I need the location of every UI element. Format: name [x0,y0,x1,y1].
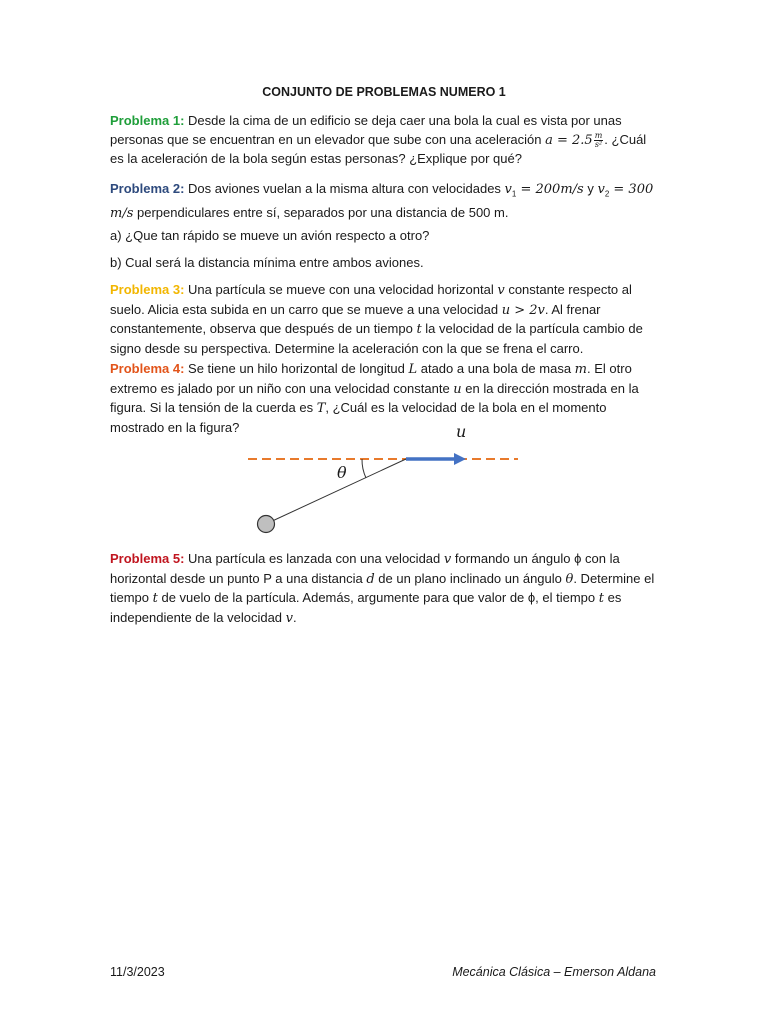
problem-2-v1: v [504,182,512,197]
problem-4-math-m: m [574,362,587,377]
problem-5-text-a: Una partícula es lanzada con una velocidad [184,551,444,566]
problem-2-text-b: y [583,181,598,196]
problem-3-math-u: u > 2v [501,302,545,318]
problem-3-text-a: Una partícula se mueve con una velocidad horizontal [184,282,498,297]
problem-5-text-c: de un plano inclinado un ángulo [374,570,566,586]
problem-4-text-e: , ¿Cuál es la velocidad de la bola en el momento mostrado en la figura? [110,400,607,435]
problem-4-text-c: . El otro extremo es jalado por un niño con una velocidad constante [110,361,632,396]
problem-5-math-v2: v [285,610,293,626]
problem-5-text-f: es independiente de la velocidad [110,590,622,625]
problem-3-math-v: v [497,283,505,298]
problem-3 [110,281,658,358]
footer-course: Mecánica Clásica – Emerson Aldana [452,965,656,979]
problem-2 [110,180,658,224]
fraction-denominator: s² [594,139,603,149]
problem-5-math-t2: t [598,591,604,606]
problem-4-label: Problema 4: [110,361,185,376]
problem-4-math-u: u [453,381,462,397]
problem-5-text-e: de vuelo de la partícula. Además, argumente para que valor de ϕ, el tiempo [157,590,599,605]
problem-2-v1-sub: 1 [511,189,517,199]
problem-3-math-t: t [416,322,422,337]
problem-2-v2-sub: 2 [604,189,610,199]
problem-5-math-theta: θ [565,571,574,587]
problem-3-text-b: constante respecto al suelo. Alicia esta subida en un carro que se mueve a una velocidad [110,282,632,317]
problem-2-question-a: a) ¿Que tan rápido se mueve un avión respecto a otro? [110,228,430,243]
problem-1-text-a: Desde la cima de un edificio se deja caer una bola la cual es vista por unas personas que se encuentran en un elevador que sube con una aceleración [110,113,622,147]
problem-1 [110,112,658,169]
problem-2-v1-value: = 200m/s [516,182,584,197]
page-title: CONJUNTO DE PROBLEMAS NUMERO 1 [262,85,506,99]
problem-1-math-a: a = 2.5 [545,132,593,148]
problem-4-figure [240,420,530,545]
label-theta: θ [337,463,347,482]
fraction-numerator: m [594,130,603,140]
problem-1-text-b: . ¿Cuál es la aceleración de la bola según estas personas? ¿Explique por qué? [110,131,647,166]
problem-4-math-L: L [408,362,418,377]
problem-3-text-c: . Al frenar constantemente, observa que después de un tiempo [110,301,601,336]
velocity-arrow-head [454,453,466,465]
footer-date: 11/3/2023 [110,965,165,979]
problem-4-text-a: Se tiene un hilo horizontal de longitud [184,361,409,376]
problem-5-text-b: formando un ángulo ϕ con la horizontal desde un punto P a una distancia [110,551,620,586]
problem-2-text-a: Dos aviones vuelan a la misma altura con velocidades [184,181,505,196]
problem-3-label: Problema 3: [110,282,185,297]
problem-2-label: Problema 2: [110,181,185,196]
problem-2-question-b: b) Cual será la distancia mínima entre ambos aviones. [110,255,424,270]
problem-1-fraction [594,132,604,149]
problem-5 [110,550,658,628]
problem-5-label: Problema 5: [110,551,185,566]
problem-4-text-d: en la dirección mostrada en la figura. Si la tensión de la cuerda es [110,380,639,415]
problem-2-v2-value: = 300 m/s [110,182,654,222]
problem-5-math-v: v [443,552,452,567]
problem-3-text-d: la velocidad de la partícula cambio de signo desde su perspectiva. Determine la aceleración con la que se frena el carro. [110,321,643,356]
ball [258,516,275,533]
problem-5-math-t: t [152,591,158,606]
angle-arc [362,459,366,478]
problem-5-text-d: . Determine el tiempo [110,570,655,605]
problem-5-text-g: . [293,609,297,625]
problem-1-label: Problema 1: [110,113,185,128]
problem-4-text-b: atado a una bola de masa [417,361,575,376]
problem-2-v2: v [597,182,605,197]
problem-2-text-c: perpendiculares entre sí, separados por una distancia de 500 m. [133,205,509,221]
label-u: u [456,422,467,441]
problem-5-math-d: d [366,571,375,587]
problem-4-math-T: T [316,401,326,416]
